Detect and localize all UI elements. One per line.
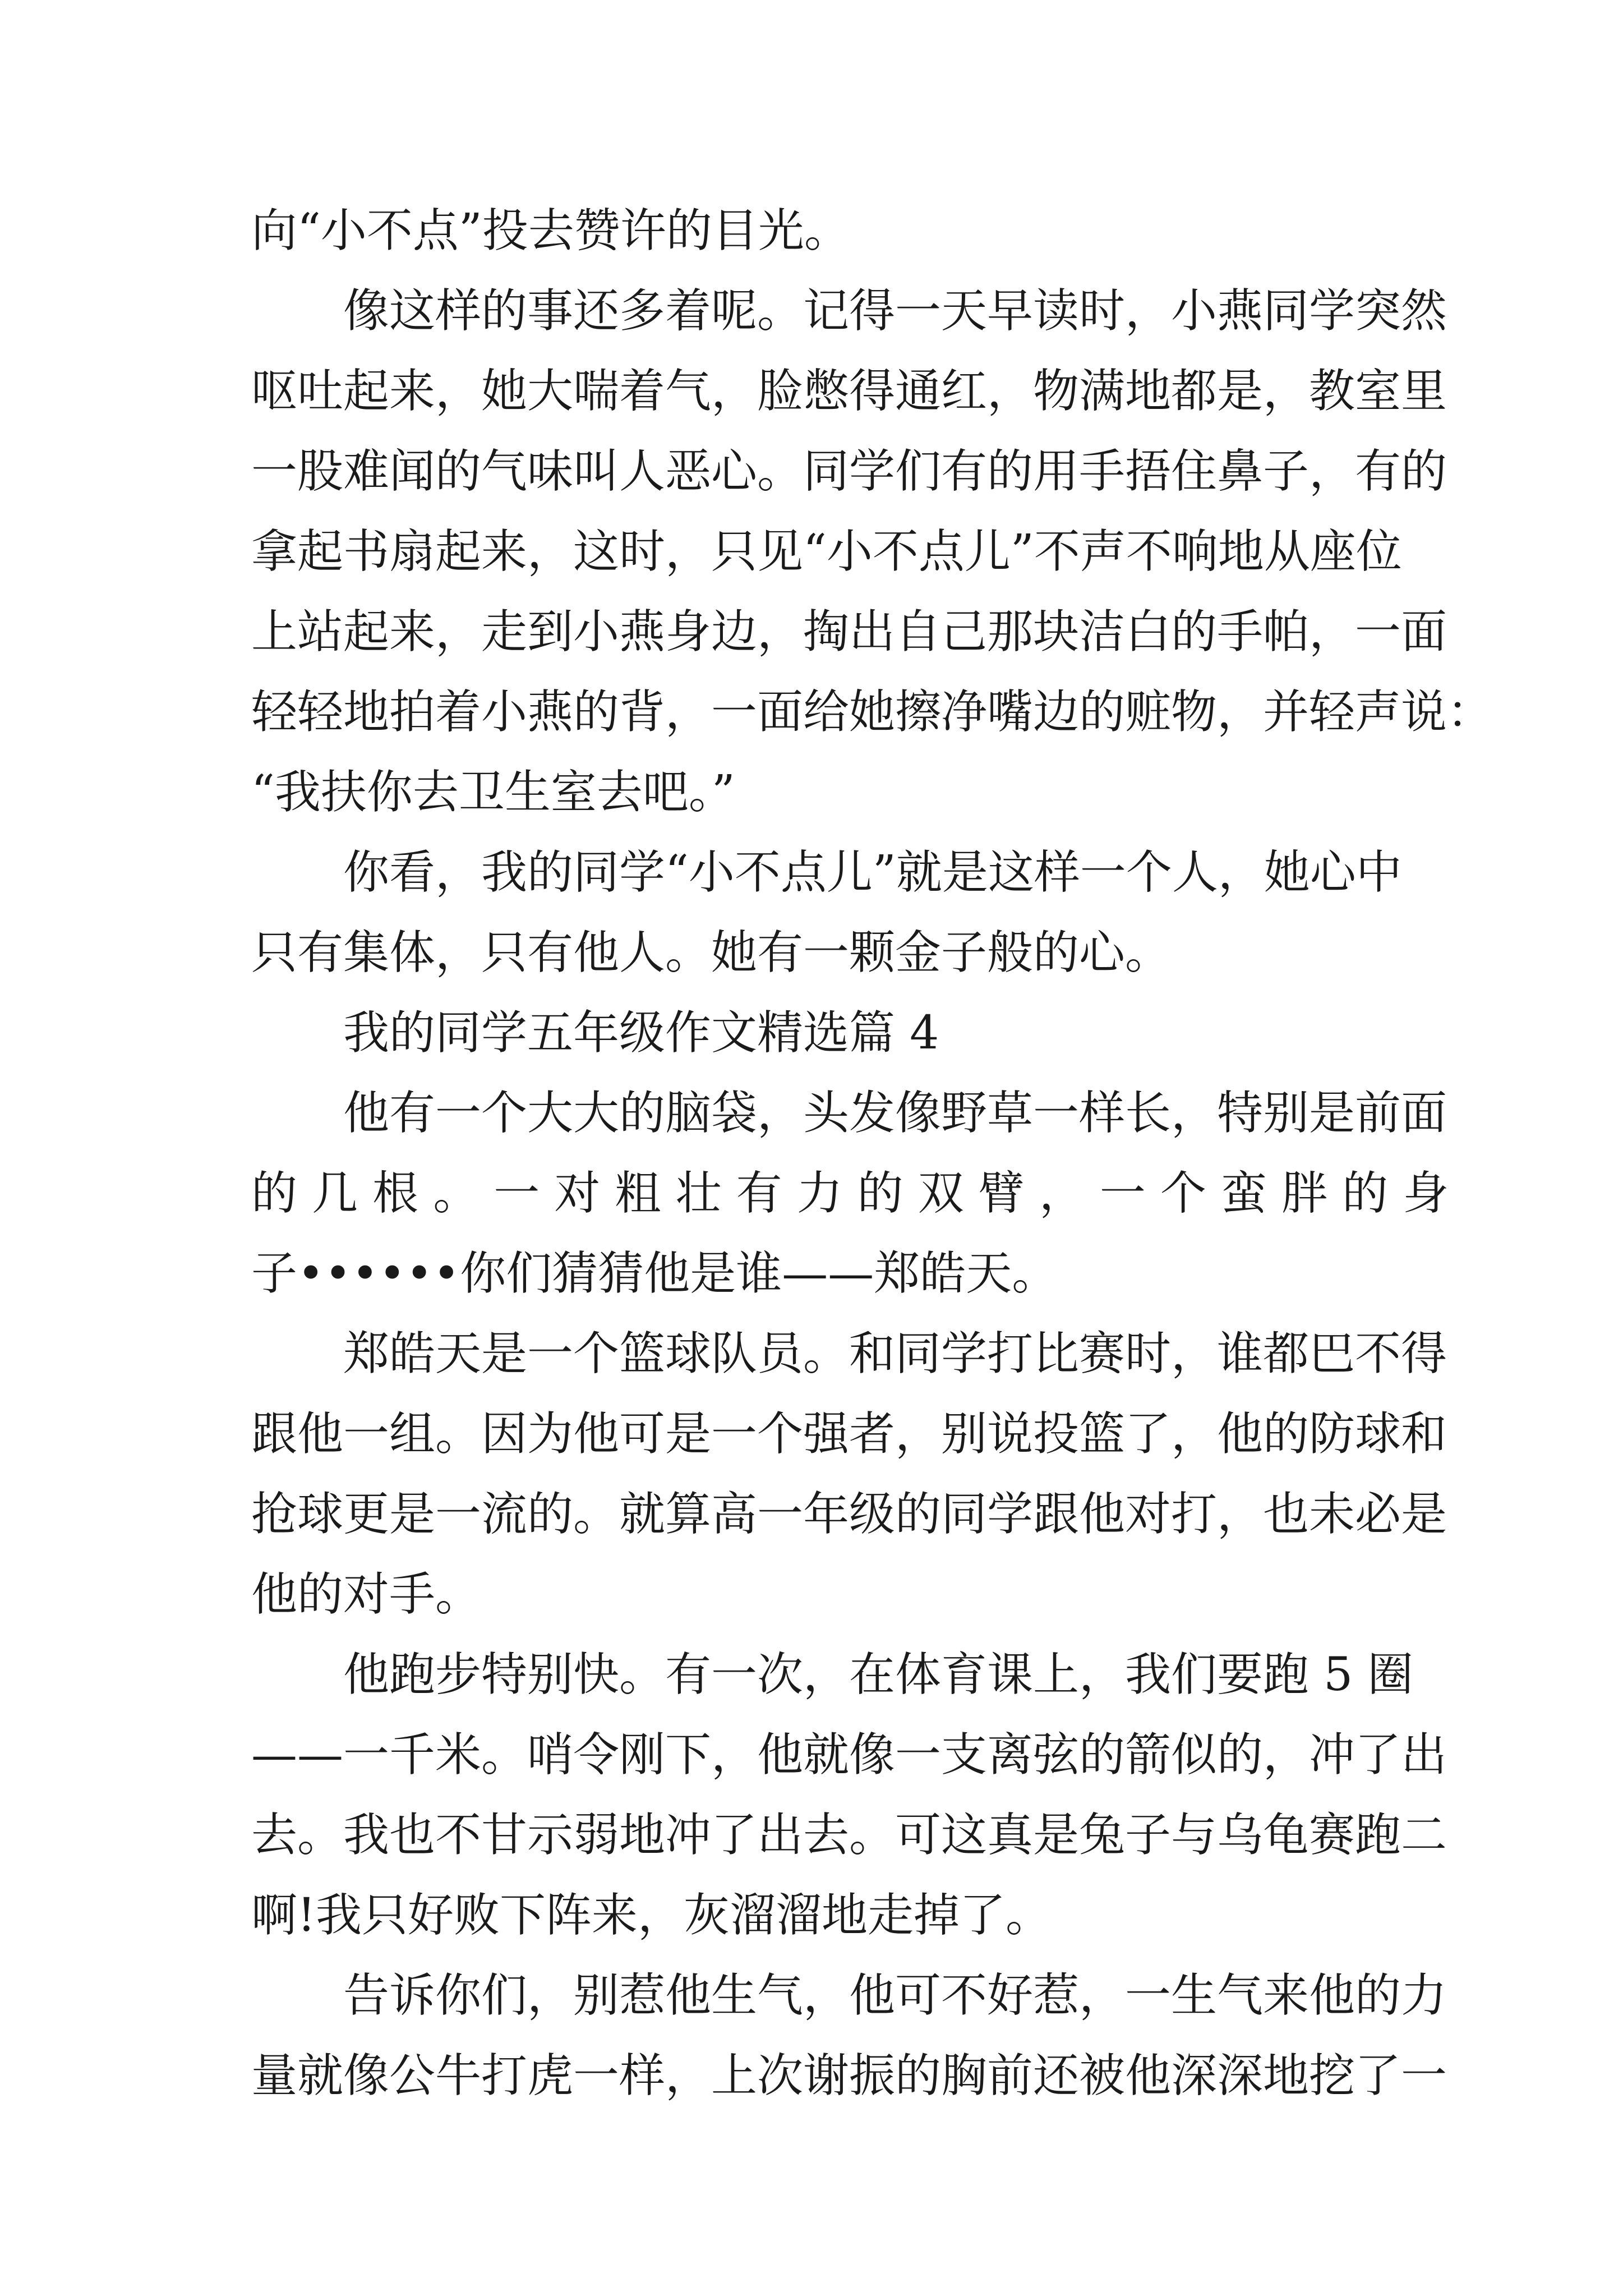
- section-heading: 我的同学五年级作文精选篇 4: [343, 1006, 939, 1060]
- text-line: 一股难闻的气味叫人恶心。同学们有的用手捂住鼻子，有的: [251, 445, 1447, 498]
- text-line: 啊!我只好败下阵来，灰溜溜地走掉了。: [251, 1889, 1052, 1942]
- text-line: 向“小不点”投去赞许的目光。: [251, 204, 850, 257]
- text-line: 他的对手。: [251, 1568, 482, 1621]
- text-line: 你看，我的同学“小不点儿”就是这样一个人，她心中: [343, 846, 1402, 899]
- text-line: 郑皓天是一个篮球队员。和同学打比赛时，谁都巴不得: [343, 1327, 1447, 1381]
- text-line: 轻轻地拍着小燕的背，一面给她擦净嘴边的赃物，并轻声说：: [251, 685, 1493, 739]
- text-line: 的 几 根 。 一 对 粗 壮 有 力 的 双 臂 ， 一 个 蛮 胖 的 身: [251, 1167, 1449, 1220]
- text-line: 量就像公牛打虎一样，上次谢振的胸前还被他深深地挖了一: [251, 2049, 1447, 2102]
- text-line: 像这样的事还多着呢。记得一天早读时，小燕同学突然: [343, 284, 1447, 338]
- text-line: 跟他一组。因为他可是一个强者，别说投篮了，他的防球和: [251, 1407, 1447, 1461]
- text-line: 抢球更是一流的。就算高一年级的同学跟他对打，也未必是: [251, 1488, 1447, 1541]
- text-line: 呕吐起来，她大喘着气，脸憋得通红，物满地都是，教室里: [251, 365, 1447, 418]
- text-line: 子••••••你们猜猜他是谁——郑皓天。: [251, 1247, 1058, 1300]
- text-line: 去。我也不甘示弱地冲了出去。可这真是兔子与乌龟赛跑二: [251, 1809, 1447, 1862]
- text-line: 上站起来，走到小燕身边，掏出自己那块洁白的手帕，一面: [251, 605, 1447, 659]
- text-line: 他跑步特别快。有一次，在体育课上，我们要跑 5 圈: [343, 1648, 1414, 1701]
- text-line: 只有集体，只有他人。她有一颗金子般的心。: [251, 926, 1172, 979]
- text-line: ——一千米。哨令刚下，他就像一支离弦的箭似的，冲了出: [251, 1728, 1447, 1782]
- text-line: 他有一个大大的脑袋，头发像野草一样长，特别是前面: [343, 1087, 1447, 1140]
- essay-text: [251, 191, 1493, 2116]
- text-line: 拿起书扇起来，这时，只见“小不点儿”不声不响地从座位: [251, 525, 1402, 578]
- text-line: 告诉你们，别惹他生气，他可不好惹，一生气来他的力: [343, 1969, 1447, 2022]
- text-line: “我扶你去卫生室去吧。”: [251, 766, 735, 819]
